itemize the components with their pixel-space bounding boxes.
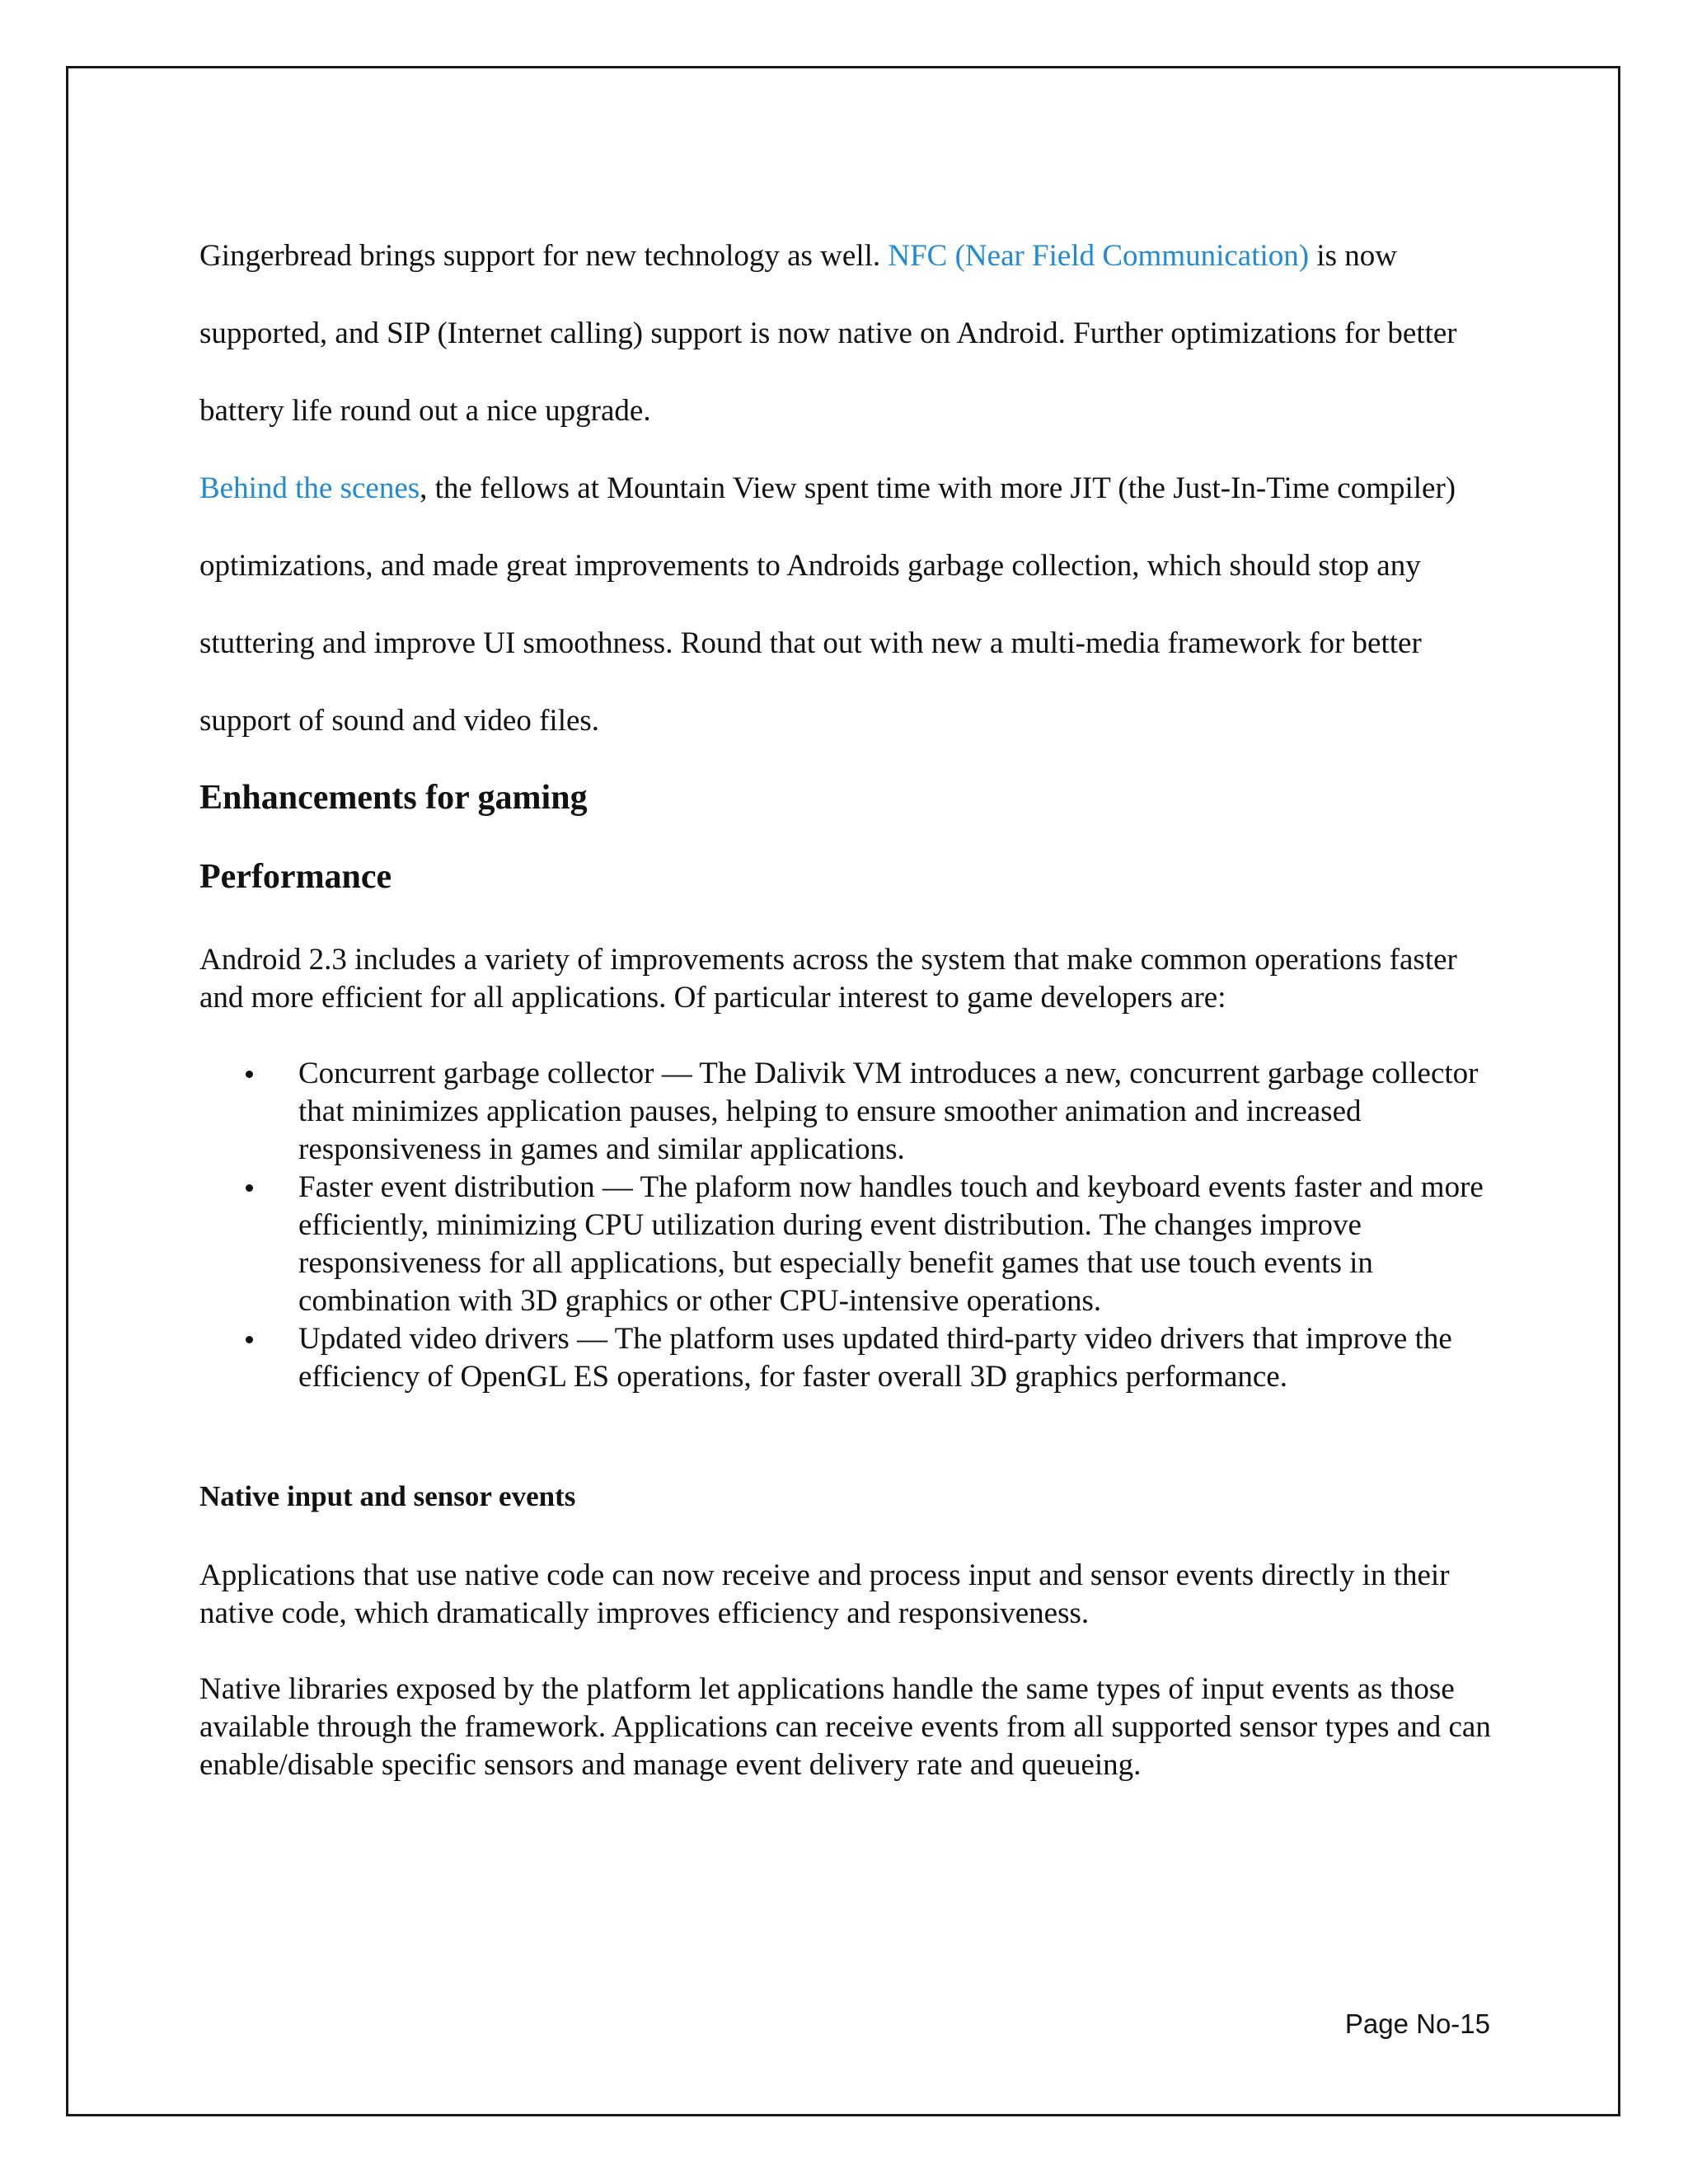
heading-enhancements-for-gaming: Enhancements for gaming bbox=[199, 779, 588, 817]
paragraph-behind-the-scenes bbox=[199, 450, 1492, 760]
list-item bbox=[199, 1055, 1492, 1169]
nfc-link[interactable]: NFC (Near Field Communication) bbox=[888, 239, 1310, 273]
bullet-text: Faster event distribution — The plaform now handles touch and keyboard events faster and more efficiently, minimizing CPU utilization during event distribution. The changes improve responsiveness for all applications, but especially benefit games that use touch events in combination with 3D graphics or other CPU-intensive operations. bbox=[298, 1170, 1484, 1318]
list-item bbox=[199, 1320, 1492, 1396]
bullet-icon bbox=[246, 1184, 253, 1192]
paragraph-performance-intro: Android 2.3 includes a variety of improvements across the system that make common operations faster and more efficient for all applications. Of particular interest to game developers are: bbox=[199, 943, 1457, 1015]
paragraph-gingerbread-text-end: is now supported, and SIP (Internet calling) support is now native on Android. Further optimizations for better battery life round out a nice upgrade. bbox=[199, 239, 1457, 428]
heading-performance: Performance bbox=[199, 858, 392, 896]
paragraph-gingerbread-text-start: Gingerbread brings support for new technology as well. bbox=[199, 239, 889, 273]
paragraph-behind-text: , the fellows at Mountain View spent time with more JIT (the Just-In-Time compiler) optimizations, and made great improvements to Androids garbage collection, which should stop any stuttering and improve UI smoothness. Round that out with new a multi-media framework for better support of sound and video files. bbox=[199, 471, 1456, 738]
behind-the-scenes-link[interactable]: Behind the scenes bbox=[199, 471, 420, 505]
paragraph-native-libraries: Native libraries exposed by the platform let applications handle the same types of input events as those available through the framework. Applications can receive events from all supported sensor types and can enable/disable specific sensors and manage event delivery rate and queueing. bbox=[199, 1672, 1491, 1782]
bullet-icon bbox=[246, 1071, 253, 1078]
heading-native-input-and-sensor-events: Native input and sensor events bbox=[199, 1480, 576, 1512]
performance-bullet-list bbox=[199, 1055, 1492, 1396]
paragraph-native-applications: Applications that use native code can now receive and process input and sensor events directly in their native code, which dramatically improves efficiency and responsiveness. bbox=[199, 1558, 1450, 1630]
page-number: Page No-15 bbox=[1344, 2008, 1490, 2039]
bullet-text: Concurrent garbage collector — The Dalivik VM introduces a new, concurrent garbage collector that minimizes application pauses, helping to ensure smoother animation and increased responsiveness in games and similar applications. bbox=[298, 1057, 1479, 1166]
bullet-text: Updated video drivers — The platform uses updated third-party video drivers that improve the efficiency of OpenGL ES operations, for faster overall 3D graphics performance. bbox=[298, 1322, 1452, 1394]
list-item bbox=[199, 1169, 1492, 1320]
paragraph-gingerbread bbox=[199, 218, 1492, 450]
bullet-icon bbox=[246, 1336, 253, 1343]
